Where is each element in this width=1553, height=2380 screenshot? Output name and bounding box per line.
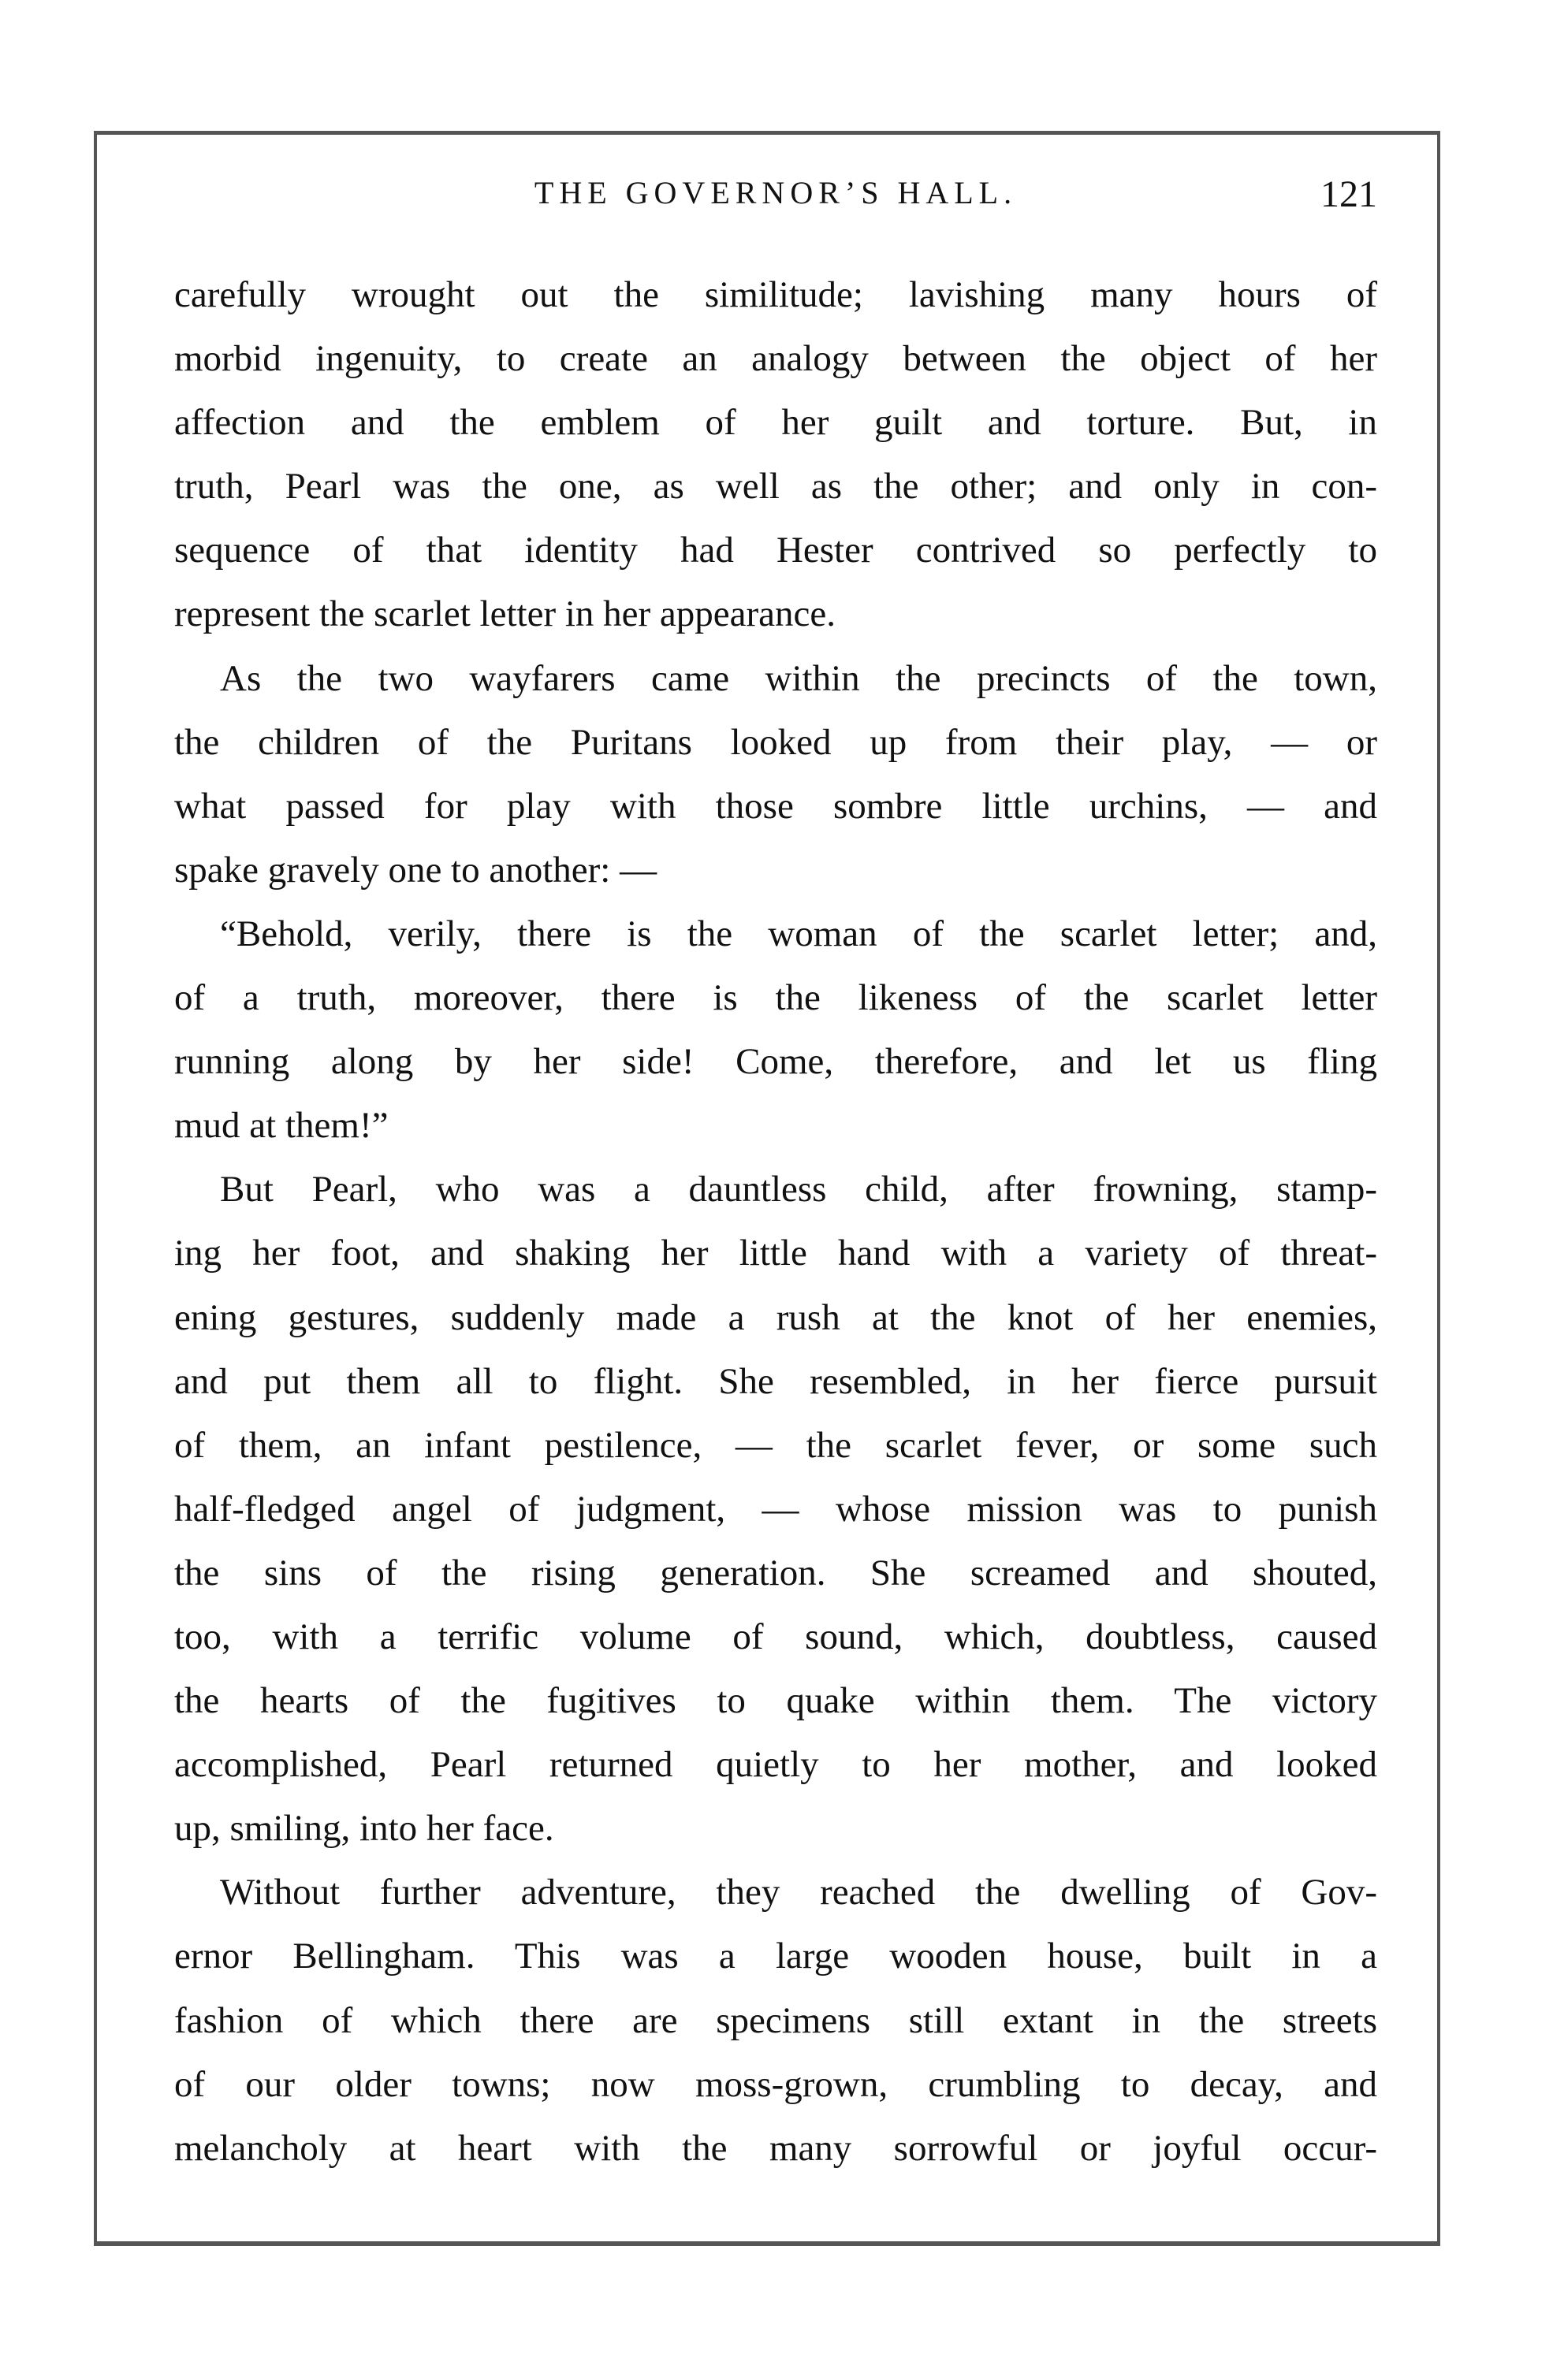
- text-line: half-fledged angel of judgment, — whose mission was to punish: [174, 1488, 1377, 1530]
- text-line: carefully wrought out the similitude; lavishing many hours of: [174, 274, 1377, 315]
- text-line: running along by her side! Come, therefore, and let us fling: [174, 1041, 1377, 1083]
- text-line: of a truth, moreover, there is the likeness of the scarlet letter: [174, 977, 1377, 1019]
- text-line: But Pearl, who was a dauntless child, after frowning, stamp-: [220, 1169, 1377, 1210]
- text-line: ernor Bellingham. This was a large wooden house, built in a: [174, 1936, 1377, 1977]
- text-line: represent the scarlet letter in her appearance.: [174, 593, 836, 635]
- text-line: what passed for play with those sombre little urchins, — and: [174, 785, 1377, 827]
- text-line: sequence of that identity had Hester contrived so perfectly to: [174, 530, 1377, 571]
- text-line: Without further adventure, they reached the dwelling of Gov-: [220, 1872, 1377, 1913]
- text-line: morbid ingenuity, to create an analogy between the object of her: [174, 338, 1377, 380]
- text-line: affection and the emblem of her guilt and torture. But, in: [174, 402, 1377, 444]
- text-line: As the two wayfarers came within the precincts of the town,: [220, 657, 1377, 699]
- text-line: and put them all to flight. She resembled, in her fierce pursuit: [174, 1360, 1377, 1402]
- running-title: THE GOVERNOR’S HALL.: [534, 175, 1018, 210]
- text-line: ening gestures, suddenly made a rush at the knot of her enemies,: [174, 1296, 1377, 1338]
- text-line: truth, Pearl was the one, as well as the other; and only in con-: [174, 466, 1377, 508]
- text-line: of our older towns; now moss-grown, crumbling to decay, and: [174, 2063, 1377, 2105]
- text-line: “Behold, verily, there is the woman of the scarlet letter; and,: [220, 913, 1377, 954]
- text-line: spake gravely one to another: —: [174, 849, 657, 891]
- page-number: 121: [1320, 173, 1377, 215]
- page-header: [174, 165, 1377, 221]
- text-line: up, smiling, into her face.: [174, 1808, 554, 1850]
- text-line: fashion of which there are specimens still extant in the streets: [174, 1999, 1377, 2041]
- text-line: ing her foot, and shaking her little hand with a variety of threat-: [174, 1233, 1377, 1274]
- body-text: [174, 263, 1377, 2181]
- text-line: of them, an infant pestilence, — the scarlet fever, or some such: [174, 1424, 1377, 1466]
- text-line: the sins of the rising generation. She screamed and shouted,: [174, 1552, 1377, 1593]
- text-line: too, with a terrific volume of sound, which, doubtless, caused: [174, 1616, 1377, 1657]
- text-line: accomplished, Pearl returned quietly to her mother, and looked: [174, 1744, 1377, 1786]
- text-line: the hearts of the fugitives to quake within them. The victory: [174, 1680, 1377, 1722]
- text-line: melancholy at heart with the many sorrowful or joyful occur-: [174, 2127, 1377, 2169]
- text-line: mud at them!”: [174, 1105, 389, 1147]
- text-line: the children of the Puritans looked up from their play, — or: [174, 721, 1377, 763]
